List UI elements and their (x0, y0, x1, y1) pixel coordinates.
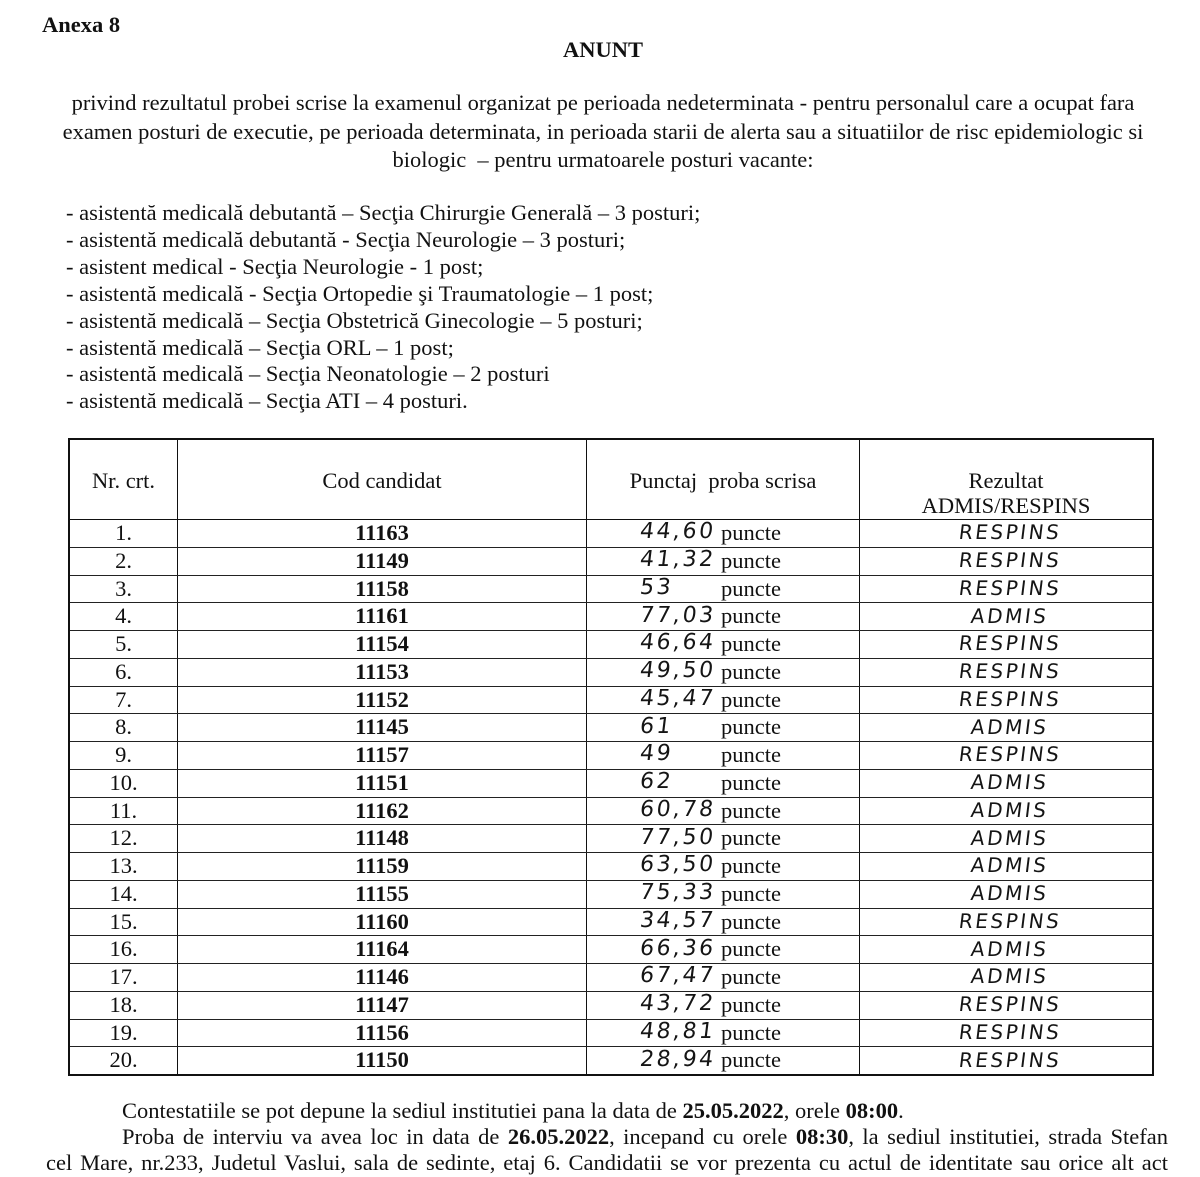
list-item: - asistentă medicală – Secţia ATI – 4 posturi. (66, 388, 468, 414)
result-value: ADMIS (969, 714, 1051, 739)
score-value: 60,78 (638, 796, 718, 822)
score-unit: puncte (721, 631, 781, 657)
candidate-code: 11151 (178, 770, 587, 797)
row-number: 16. (70, 936, 178, 963)
interview-text: , la sediul institutiei, strada Stefan (848, 1124, 1168, 1149)
score-unit: puncte (721, 880, 781, 906)
score-value: 41,32 (638, 547, 718, 573)
interview-time: 08:30 (795, 1124, 849, 1149)
result-value: ADMIS (969, 770, 1051, 795)
result-cell (860, 936, 1152, 963)
result-cell (860, 631, 1152, 658)
row-number: 11. (70, 798, 178, 825)
row-number: 12. (70, 825, 178, 852)
score-cell (587, 742, 860, 769)
table-row (70, 741, 1152, 769)
score-cell (587, 909, 860, 936)
score-cell (587, 659, 860, 686)
score-value: 46,64 (638, 630, 718, 656)
header-code: Cod candidat (178, 440, 587, 519)
score-value: 49,50 (638, 658, 718, 684)
row-number: 4. (70, 603, 178, 630)
header-result-line2: ADMIS/RESPINS (921, 493, 1091, 518)
header-result-line1: Rezultat (968, 468, 1044, 493)
table-row (70, 713, 1152, 741)
vacant-positions-list (66, 200, 700, 415)
score-cell (587, 714, 860, 741)
result-cell (860, 992, 1152, 1019)
result-value: RESPINS (957, 742, 1063, 767)
interview-note (122, 1124, 1168, 1150)
table-row (70, 602, 1152, 630)
row-number: 9. (70, 742, 178, 769)
appeals-text: Contestatiile se pot depune la sediul institutiei pana la data de (122, 1098, 683, 1123)
score-value: 77,50 (638, 824, 718, 850)
candidate-code: 11161 (178, 603, 587, 630)
row-number: 14. (70, 881, 178, 908)
candidate-code: 11156 (178, 1020, 587, 1047)
candidate-code: 11163 (178, 520, 587, 547)
header-result (860, 440, 1152, 519)
score-cell (587, 798, 860, 825)
row-number: 15. (70, 909, 178, 936)
candidate-code: 11160 (178, 909, 587, 936)
score-unit: puncte (721, 853, 781, 879)
score-value: 48,81 (638, 1018, 718, 1044)
footer-notes (0, 1098, 1200, 1176)
score-cell (587, 631, 860, 658)
candidate-code: 11157 (178, 742, 587, 769)
candidate-code: 11155 (178, 881, 587, 908)
table-row (70, 575, 1152, 603)
result-value: ADMIS (969, 603, 1051, 628)
score-cell (587, 1047, 860, 1074)
table-row (70, 963, 1152, 991)
candidate-code: 11164 (178, 936, 587, 963)
result-value: RESPINS (957, 520, 1063, 545)
candidate-code: 11150 (178, 1047, 587, 1074)
result-value: RESPINS (957, 1019, 1063, 1044)
row-number: 19. (70, 1020, 178, 1047)
list-item: - asistentă medicală – Secţia Obstetrică Ginecologie – 5 posturi; (66, 307, 643, 333)
row-number: 5. (70, 631, 178, 658)
result-value: RESPINS (957, 1047, 1063, 1072)
row-number: 18. (70, 992, 178, 1019)
row-number: 13. (70, 853, 178, 880)
candidate-code: 11145 (178, 714, 587, 741)
results-table (68, 438, 1154, 1076)
list-item: - asistentă medicală debutantă – Secţia Chirurgie Generală – 3 posturi; (66, 200, 701, 225)
header-score: Punctaj proba scrisa (587, 440, 860, 519)
score-cell (587, 603, 860, 630)
result-cell (860, 964, 1152, 991)
intro-line: privind rezultatul probei scrise la examenul organizat pe perioada nedeterminata - pentru personalul care a ocupat fara (71, 90, 1135, 115)
result-value: RESPINS (957, 992, 1063, 1017)
appeals-text: , orele (783, 1098, 846, 1123)
row-number: 7. (70, 687, 178, 714)
score-value: 66,36 (638, 935, 718, 961)
candidate-code: 11158 (178, 576, 587, 603)
result-value: ADMIS (969, 797, 1051, 822)
result-value: ADMIS (969, 881, 1051, 906)
result-cell (860, 909, 1152, 936)
table-row (70, 547, 1152, 575)
candidate-code: 11162 (178, 798, 587, 825)
score-unit: puncte (721, 686, 781, 712)
result-cell (860, 687, 1152, 714)
table-row (70, 1019, 1152, 1047)
result-value: RESPINS (957, 548, 1063, 573)
score-value: 43,72 (638, 991, 718, 1017)
candidate-code: 11153 (178, 659, 587, 686)
score-unit: puncte (721, 603, 781, 629)
score-unit: puncte (721, 991, 781, 1017)
result-cell (860, 520, 1152, 547)
score-unit: puncte (721, 520, 781, 546)
score-cell (587, 548, 860, 575)
list-item: - asistentă medicală – Secţia ORL – 1 post; (66, 334, 454, 360)
score-cell (587, 770, 860, 797)
score-unit: puncte (721, 908, 781, 934)
score-value: 75,33 (638, 880, 718, 906)
score-value: 28,94 (638, 1046, 718, 1072)
score-unit: puncte (721, 964, 781, 990)
interview-note-continued: cel Mare, nr.233, Judetul Vaslui, sala de sedinte, etaj 6. Candidatii se vor prezenta cu actul de identitate sau orice alt act (46, 1150, 1168, 1175)
document-title: ANUNT (562, 37, 643, 62)
candidate-code: 11152 (178, 687, 587, 714)
score-unit: puncte (721, 1047, 781, 1073)
intro-line: biologic – pentru urmatoarele posturi vacante: (392, 147, 814, 172)
table-row (70, 935, 1152, 963)
score-unit: puncte (721, 575, 781, 601)
score-cell (587, 576, 860, 603)
list-item: - asistentă medicală - Secţia Ortopedie şi Traumatologie – 1 post; (66, 280, 654, 306)
score-value: 61 (638, 713, 675, 739)
result-value: RESPINS (957, 908, 1063, 933)
result-cell (860, 825, 1152, 852)
score-cell (587, 520, 860, 547)
candidate-code: 11148 (178, 825, 587, 852)
score-value: 34,57 (638, 907, 718, 933)
score-unit: puncte (721, 825, 781, 851)
table-row (70, 686, 1152, 714)
results-table-body (70, 520, 1152, 1074)
table-row (70, 797, 1152, 825)
result-cell (860, 714, 1152, 741)
result-cell (860, 853, 1152, 880)
list-item: - asistentă medicală debutantă - Secţia Neurologie – 3 posturi; (66, 226, 626, 252)
candidate-code: 11146 (178, 964, 587, 991)
candidate-code: 11149 (178, 548, 587, 575)
interview-text: , incepand cu orele (609, 1124, 796, 1149)
score-unit: puncte (721, 714, 781, 740)
appeals-text: . (898, 1098, 904, 1123)
table-row (70, 630, 1152, 658)
annex-label: Anexa 8 (42, 12, 121, 37)
score-unit: puncte (721, 547, 781, 573)
result-cell (860, 548, 1152, 575)
result-cell (860, 603, 1152, 630)
table-row (70, 908, 1152, 936)
score-value: 49 (638, 741, 675, 767)
score-cell (587, 992, 860, 1019)
header-nr: Nr. crt. (70, 440, 178, 519)
row-number: 17. (70, 964, 178, 991)
score-cell (587, 881, 860, 908)
result-value: ADMIS (969, 825, 1051, 850)
row-number: 1. (70, 520, 178, 547)
row-number: 10. (70, 770, 178, 797)
score-unit: puncte (721, 742, 781, 768)
result-value: RESPINS (957, 686, 1063, 711)
row-number: 2. (70, 548, 178, 575)
result-value: ADMIS (969, 853, 1051, 878)
result-value: ADMIS (969, 964, 1051, 989)
table-row (70, 824, 1152, 852)
row-number: 8. (70, 714, 178, 741)
score-cell (587, 687, 860, 714)
score-value: 44,60 (638, 519, 718, 545)
intro-line: examen posturi de executie, pe perioada determinata, in perioada starii de alerta sau a situatiilor de risc epidemiologic si (62, 118, 1144, 144)
appeals-date: 25.05.2022 (682, 1098, 784, 1123)
score-unit: puncte (721, 658, 781, 684)
list-item: - asistentă medicală – Secţia Neonatologie – 2 posturi (66, 361, 550, 387)
row-number: 20. (70, 1047, 178, 1074)
score-value: 62 (638, 769, 675, 795)
table-row (70, 1046, 1152, 1074)
table-row (70, 658, 1152, 686)
result-value: RESPINS (957, 659, 1063, 684)
score-value: 45,47 (638, 685, 718, 711)
candidate-code: 11154 (178, 631, 587, 658)
result-cell (860, 881, 1152, 908)
table-row (70, 991, 1152, 1019)
score-cell (587, 853, 860, 880)
intro-paragraph (6, 89, 1200, 175)
score-unit: puncte (721, 769, 781, 795)
result-cell (860, 742, 1152, 769)
table-row (70, 769, 1152, 797)
table-header-row (70, 440, 1152, 520)
result-value: ADMIS (969, 936, 1051, 961)
table-row (70, 852, 1152, 880)
score-cell (587, 1020, 860, 1047)
result-cell (860, 770, 1152, 797)
candidate-code: 11147 (178, 992, 587, 1019)
score-unit: puncte (721, 936, 781, 962)
score-value: 67,47 (638, 963, 718, 989)
table-row (70, 520, 1152, 547)
score-cell (587, 936, 860, 963)
result-value: RESPINS (957, 631, 1063, 656)
result-cell (860, 1047, 1152, 1074)
row-number: 3. (70, 576, 178, 603)
table-row (70, 880, 1152, 908)
score-value: 63,50 (638, 852, 718, 878)
score-cell (587, 825, 860, 852)
score-unit: puncte (721, 797, 781, 823)
row-number: 6. (70, 659, 178, 686)
result-cell (860, 1020, 1152, 1047)
score-unit: puncte (721, 1019, 781, 1045)
score-value: 77,03 (638, 602, 718, 628)
score-cell (587, 964, 860, 991)
candidate-code: 11159 (178, 853, 587, 880)
result-cell (860, 576, 1152, 603)
result-cell (860, 798, 1152, 825)
score-value: 53 (638, 574, 675, 600)
list-item: - asistent medical - Secţia Neurologie - 1 post; (66, 253, 484, 279)
appeals-note (122, 1098, 1200, 1124)
interview-date: 26.05.2022 (507, 1124, 610, 1149)
appeals-time: 08:00 (845, 1098, 899, 1123)
result-cell (860, 659, 1152, 686)
result-value: RESPINS (957, 575, 1063, 600)
interview-text: Proba de interviu va avea loc in data de (122, 1124, 508, 1149)
